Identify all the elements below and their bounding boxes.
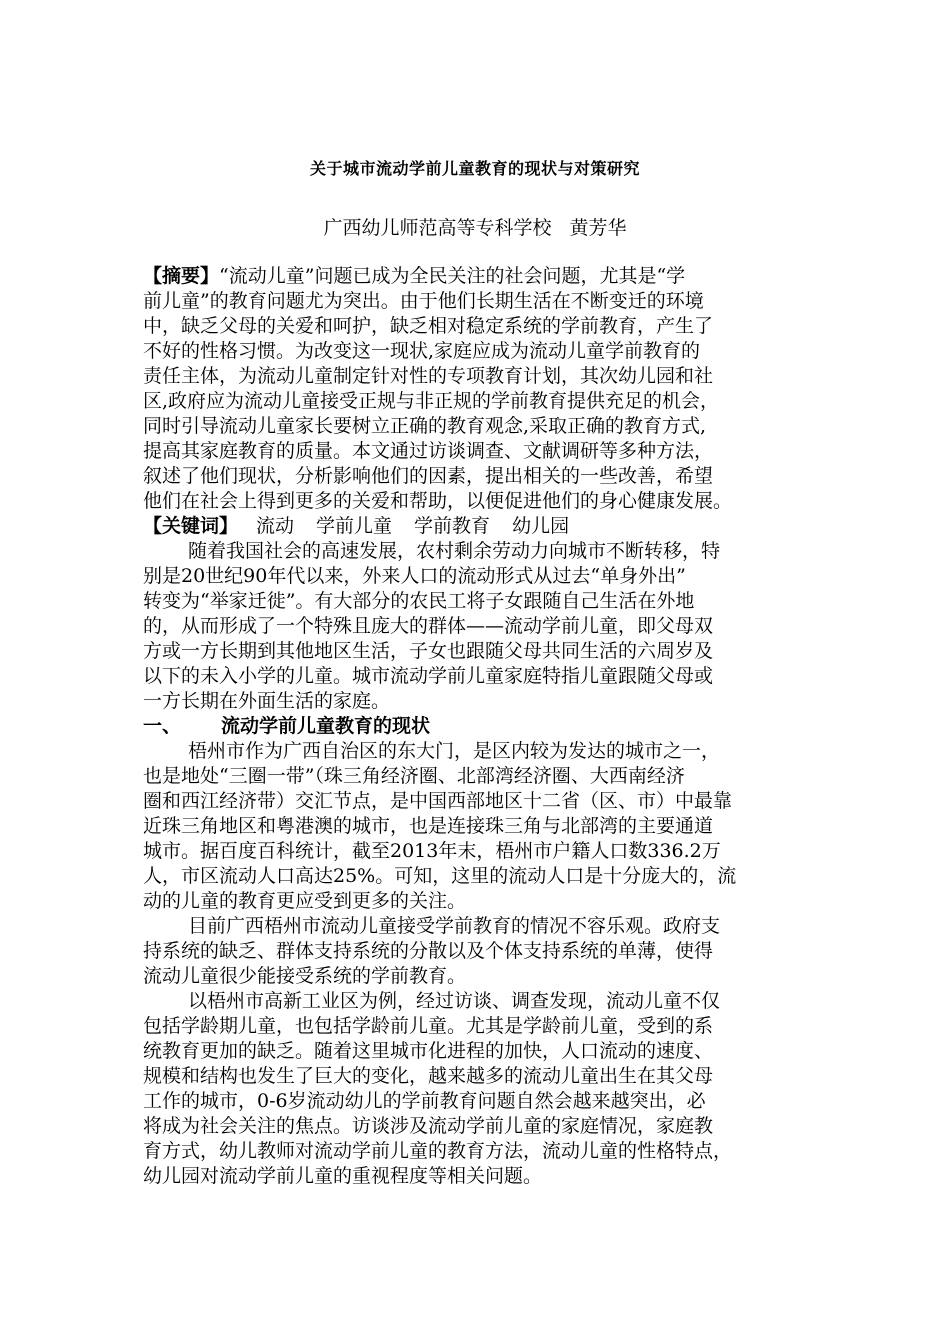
- paragraph-line: 统教育更加的缺乏。随着这里城市化进程的加快，人口流动的速度、: [143, 1040, 714, 1062]
- abstract-line: 同时引导流动儿童家长要树立正确的教育观念,采取正确的教育方式,: [143, 415, 707, 437]
- section-number: 一、: [143, 715, 182, 737]
- paragraph-line: 的，从而形成了一个特殊且庞大的群体——流动学前儿童，即父母双: [143, 615, 714, 637]
- keyword: 幼儿园: [512, 515, 570, 537]
- keywords-label: 【关键词】: [143, 515, 239, 537]
- paragraph-line: 转变为“举家迁徙”。有大部分的农民工将子女跟随自己生活在外地: [143, 590, 695, 612]
- abstract-label: 【摘要】: [143, 265, 220, 287]
- paragraph-line: 流动儿童很少能接受系统的学前教育。: [143, 965, 467, 987]
- paragraph-line: 规模和结构也发生了巨大的变化，越来越多的流动儿童出生在其父母: [143, 1065, 714, 1087]
- paragraph-line: 圈和西江经济带）交汇节点，是中国西部地区十二省（区、市）中最靠: [143, 790, 733, 812]
- section-heading: [143, 714, 430, 739]
- paragraph-line: 也是地处“三圈一带”（珠三角经济圈、北部湾经济圈、大西南经济: [143, 765, 685, 787]
- abstract-line: 不好的性格习惯。为改变这一现状,家庭应成为流动儿童学前教育的: [143, 340, 701, 362]
- keyword: 学前教育: [414, 515, 491, 537]
- section-title: 流动学前儿童教育的现状: [221, 715, 431, 737]
- abstract-line: 他们在社会上得到更多的关爱和帮助，以便促进他们的身心健康发展。: [143, 490, 733, 512]
- abstract-line: 叙述了他们现状，分析影响他们的因素，提出相关的一些改善，希望: [143, 465, 714, 487]
- paragraph-line: 人，市区流动人口高达25%。可知，这里的流动人口是十分庞大的，流: [143, 865, 737, 887]
- paragraph-line: 持系统的缺乏、群体支持系统的分散以及个体支持系统的单薄，使得: [143, 940, 714, 962]
- abstract-line: 责任主体，为流动儿童制定针对性的专项教育计划，其次幼儿园和社: [143, 365, 714, 387]
- paragraph-line: 动的儿童的教育更应受到更多的关注。: [143, 890, 467, 912]
- paragraph-line: 一方长期在外面生活的家庭。: [143, 690, 391, 712]
- paragraph-line: 梧州市作为广西自治区的东大门，是区内较为发达的城市之一，: [188, 740, 721, 762]
- abstract-line: 前儿童”的教育问题尤为突出。由于他们长期生活在不断变迁的环境: [143, 290, 704, 312]
- paragraph-line: 以梧州市高新工业区为例，经过访谈、调查发现，流动儿童不仅: [188, 990, 721, 1012]
- paragraph-line: 工作的城市，0-6岁流动幼儿的学前教育问题自然会越来越突出，必: [143, 1090, 706, 1112]
- author-line: 广西幼儿师范高等专科学校 黄芳华: [323, 217, 627, 239]
- paragraph-line: 近珠三角地区和粤港澳的城市，也是连接珠三角与北部湾的主要通道: [143, 815, 714, 837]
- paragraph-line: 方或一方长期到其他地区生活，子女也跟随父母共同生活的六周岁及: [143, 640, 714, 662]
- paragraph-line: 城市。据百度百科统计，截至2013年末，梧州市户籍人口数336.2万: [143, 840, 721, 862]
- abstract-line: 区,政府应为流动儿童接受正规与非正规的学前教育提供充足的机会，: [143, 390, 720, 412]
- paragraph-line: 以下的未入小学的儿童。城市流动学前儿童家庭特指儿童跟随父母或: [143, 665, 714, 687]
- paragraph-line: 别是20世纪90年代以来，外来人口的流动形式从过去“单身外出”: [143, 565, 686, 587]
- keyword: 学前儿童: [316, 515, 393, 537]
- paragraph-line: 将成为社会关注的焦点。访谈涉及流动学前儿童的家庭情况，家庭教: [143, 1115, 714, 1137]
- paragraph-line: 包括学龄期儿童，也包括学龄前儿童。尤其是学龄前儿童，受到的系: [143, 1015, 714, 1037]
- paragraph-line: 随着我国社会的高速发展，农村剩余劳动力向城市不断转移，特: [188, 540, 721, 562]
- abstract-line: 提高其家庭教育的质量。本文通过访谈调查、文献调研等多种方法，: [143, 440, 714, 462]
- keyword: 流动: [256, 515, 295, 537]
- page-title: 关于城市流动学前儿童教育的现状与对策研究: [309, 159, 640, 178]
- abstract-line: [143, 264, 685, 289]
- abstract-line: 中，缺乏父母的关爱和呵护，缺乏相对稳定系统的学前教育，产生了: [143, 315, 714, 337]
- keywords-line: [143, 514, 591, 539]
- paragraph-line: 育方式，幼儿教师对流动学前儿童的教育方法，流动儿童的性格特点，: [143, 1140, 733, 1162]
- abstract-text: “流动儿童”问题已成为全民关注的社会问题，尤其是“学: [219, 265, 686, 287]
- paragraph-line: 幼儿园对流动学前儿童的重视程度等相关问题。: [143, 1165, 543, 1187]
- paragraph-line: 目前广西梧州市流动儿童接受学前教育的情况不容乐观。政府支: [188, 915, 721, 937]
